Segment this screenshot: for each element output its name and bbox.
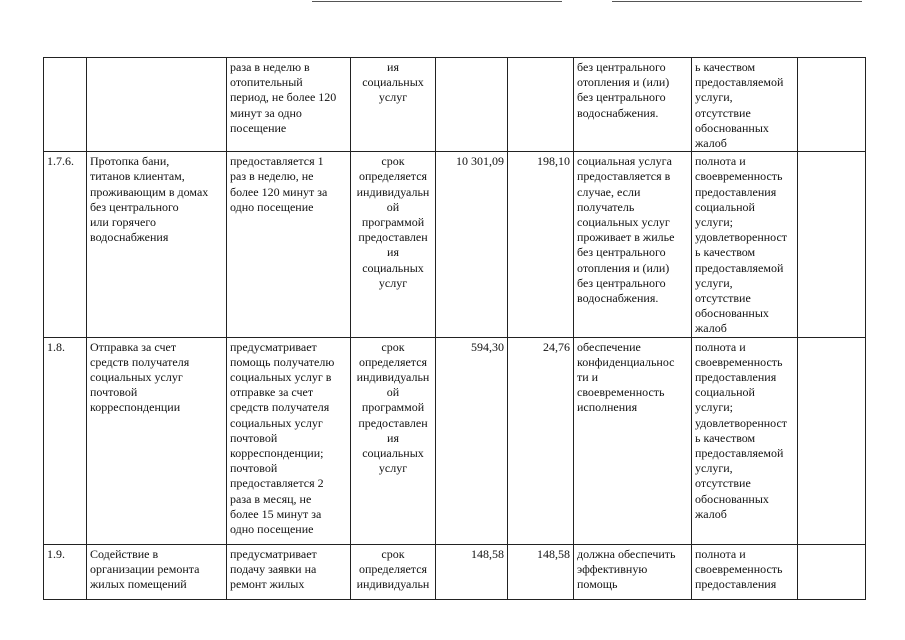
- quality-indicators: полнота и своевременность предоставления социальной услуги; удовлетворенност ь качеством предоставляемой услуги, отсутствие обоснованных жалоб: [692, 152, 798, 337]
- price-unit: 148,58: [508, 544, 574, 599]
- price-unit: 198,10: [508, 152, 574, 337]
- service-name: Протопка бани, титанов клиентам, проживающим в домах без центрального или горячего водоснабжения: [87, 152, 227, 337]
- price-total: 10 301,09: [436, 152, 508, 337]
- service-description: предусматривает подачу заявки на ремонт жилых: [227, 544, 351, 599]
- price-total: [436, 58, 508, 152]
- service-conditions: должна обеспечить эффективную помощь: [574, 544, 692, 599]
- scan-top-edge-line: [612, 1, 862, 2]
- price-total: 148,58: [436, 544, 508, 599]
- service-description: предусматривает помощь получателю социальных услуг в отправке за счет средств получателя социальных услуг почтовой корреспонденции; почтовой предоставляется 2 раза в месяц, не более 15 минут за одно посещение: [227, 337, 351, 544]
- service-conditions: обеспечение конфиденциальнос ти и своевременность исполнения: [574, 337, 692, 544]
- price-total: 594,30: [436, 337, 508, 544]
- service-name: Содействие в организации ремонта жилых помещений: [87, 544, 227, 599]
- quality-indicators: полнота и своевременность предоставления социальной услуги; удовлетворенност ь качеством предоставляемой услуги, отсутствие обоснованных жалоб: [692, 337, 798, 544]
- service-conditions: социальная услуга предоставляется в случае, если получатель социальных услуг проживает в жилье без центрального отопления и (или) без центрального водоснабжения.: [574, 152, 692, 337]
- table-row: [44, 58, 866, 152]
- extra-cell: [798, 58, 866, 152]
- table-row: [44, 544, 866, 599]
- service-name: [87, 58, 227, 152]
- row-number: 1.9.: [44, 544, 87, 599]
- service-description: раза в неделю в отопительный период, не более 120 минут за одно посещение: [227, 58, 351, 152]
- services-table: [43, 57, 866, 600]
- price-unit: [508, 58, 574, 152]
- extra-cell: [798, 337, 866, 544]
- quality-indicators: полнота и своевременность предоставления: [692, 544, 798, 599]
- row-number: [44, 58, 87, 152]
- service-term: срок определяется индивидуальн: [351, 544, 436, 599]
- extra-cell: [798, 544, 866, 599]
- price-unit: 24,76: [508, 337, 574, 544]
- service-term: ия социальных услуг: [351, 58, 436, 152]
- service-name: Отправка за счет средств получателя социальных услуг почтовой корреспонденции: [87, 337, 227, 544]
- table-row: [44, 337, 866, 544]
- quality-indicators: ь качеством предоставляемой услуги, отсутствие обоснованных жалоб: [692, 58, 798, 152]
- service-conditions: без центрального отопления и (или) без центрального водоснабжения.: [574, 58, 692, 152]
- service-term: срок определяется индивидуальн ой программой предоставлен ия социальных услуг: [351, 152, 436, 337]
- row-number: 1.7.6.: [44, 152, 87, 337]
- scan-top-edge-line: [312, 1, 562, 2]
- service-description: предоставляется 1 раз в неделю, не более 120 минут за одно посещение: [227, 152, 351, 337]
- service-term: срок определяется индивидуальн ой программой предоставлен ия социальных услуг: [351, 337, 436, 544]
- row-number: 1.8.: [44, 337, 87, 544]
- extra-cell: [798, 152, 866, 337]
- table-row: [44, 152, 866, 337]
